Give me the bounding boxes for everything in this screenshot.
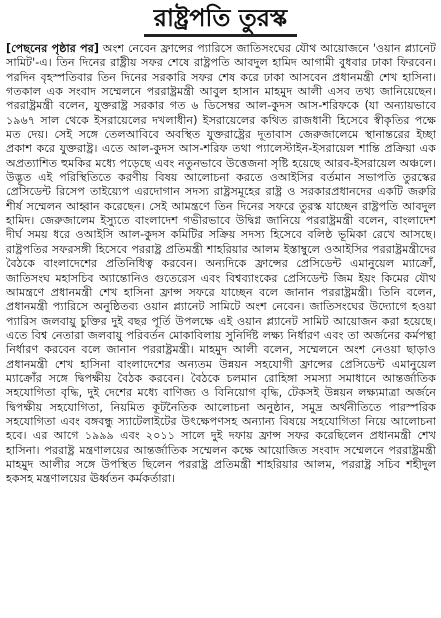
article-body-text: অংশ নেবেন ফ্রান্সের প্যারিসে জাতিসংঘের যৌথ আয়োজনে 'ওয়ান প্ল্যানেট সামিট'-এ। তিন দিনের রাষ্ট্রীয় সফর শেষে রাষ্ট্রপতি আবদুল হামিদ আগামী বুধবার ঢাকা ফিরবেন। পরদিন বৃহস্পতিবার তিন দিনের সরকারি সফর শেষ করে ঢাকা আসবেন প্রধানমন্ত্রী শেখ হাসিনা। গতকাল এক সংবাদ সম্মেলনে পররাষ্ট্রমন্ত্রী আবুল হাসান মাহমুদ আলী এসব তথ্য জানিয়েছেন। পররাষ্ট্রমন্ত্রী বলেন, যুক্তরাষ্ট্র সরকার গত ৬ ডিসেম্বর আল-কুদস আস-শরিফকে (যা অন্যায়ভাবে ১৯৬৭ সাল থেকে ইসরায়েলের দখলাধীন) ইসরায়েলের কথিত রাজধানী হিসেবে স্বীকৃতির পক্ষে মত দেয়। সেই সঙ্গে তেলআবিবে অবস্থিত যুক্তরাষ্ট্রের দূতাবাস জেরুজালেমে স্থানান্তরের ইচ্ছা প্রকাশ করে যুক্তরাষ্ট্র। এতে আল-কুদস আস-শরিফ তথা প্যালেস্টাইন-ইসরায়েল শান্তি প্রক্রিয়া এক অপ্রত্যাশিত হুমকির মধ্যে পড়েছে এবং নতুনভাবে উত্তেজনা সৃষ্টি হয়েছে আরব-ইসরায়েল অঞ্চলে। উদ্ভূত এই পরিস্থিতিতে করণীয় বিষয় আলোচনা করতে ওআইসির বর্তমান সভাপতি তুরস্কের প্রেসিডেন্ট রিসেপ তাইয়্যেপ এরদোগান সদস্য রাষ্ট্রসমূহের রাষ্ট্র ও সরকারপ্রধানদের একটি জরুরি শীর্ষ সম্মেলন আহ্বান করেছেন। সেই আমন্ত্রণে তিন দিনের সফরে তুরস্ক যাচ্ছেন রাষ্ট্রপতি আবদুল হামিদ। জেরুজালেম ইস্যুতে বাংলাদেশ গভীরভাবে উদ্বিগ্ন জানিয়ে পররাষ্ট্রমন্ত্রী বলেন, বাংলাদেশ দীর্ঘ সময় ধরে ওআইসি আল-কুদস কমিটির সক্রিয় সদস্য হিসেবে বলিষ্ঠ ভূমিকা রেখে আসছে। রাষ্ট্রপতির সফরসঙ্গী হিসেবে পররাষ্ট্র প্রতিমন্ত্রী শাহরিয়ার আলম ইস্তাম্বুলে ওআইসির পররাষ্ট্রমন্ত্রীদের বৈঠকে বাংলাদেশের প্রতিনিধিত্ব করবেন। অন্যদিকে ফ্রান্সের প্রেসিডেন্ট এমানুয়েল ম্যাক্রোঁ, জাতিসংঘ মহাসচিব অ্যান্তোনিও গুতেরেস এবং বিশ্বব্যাংকের প্রেসিডেন্ট জিম ইয়ং কিমের যৌথ আমন্ত্রণে প্রধানমন্ত্রী শেখ হাসিনা ফ্রান্স সফরে যাচ্ছেন বলে জানান পররাষ্ট্রমন্ত্রী। তিনি বলেন, প্রধানমন্ত্রী প্যারিসে অনুষ্ঠিতব্য ওয়ান প্ল্যানেট সামিটে অংশ নেবেন। জাতিসংঘের উদ্যোগে হওয়া প্যারিস জলবায়ু চুক্তির দুই বছর পূর্তি উপলক্ষে এই ওয়ান প্ল্যানেট সামিট আয়োজন করা হয়েছে। এতে বিশ্ব নেতারা জলবায়ু পরিবর্তন মোকাবিলায় সুনির্দিষ্ট লক্ষ্য নির্ধারণ এবং তা অর্জনের কর্মপন্থা নির্ধারণ করবেন বলে জানান পররাষ্ট্রমন্ত্রী। মাহমুদ আলী বলেন, সম্মেলনে অংশ নেওয়া ছাড়াও প্রধানমন্ত্রী শেখ হাসিনা বাংলাদেশের অন্যতম উন্নয়ন সহযোগী ফ্রান্সের প্রেসিডেন্ট এমানুয়েল ম্যাক্রোঁর সঙ্গে দ্বিপক্ষীয় বৈঠক করবেন। বৈঠকে চলমান রোহিঙ্গা সমস্যা সমাধানে আন্তর্জাতিক সহযোগিতা বৃদ্ধি, দুই দেশের মধ্যে বাণিজ্য ও বিনিয়োগ বৃদ্ধি, টেকসই উন্নয়ন লক্ষ্যমাত্রা অর্জনে দ্বিপক্ষীয় সহযোগিতা, নিয়মিত কূটনৈতিক আলোচনা অনুষ্ঠান, সমুদ্র অর্থনীতিতে পারস্পরিক সহযোগিতা এবং বঙ্গবন্ধু স্যাটেলাইটের উৎক্ষেপণসহ অন্যান্য বিষয়ে সহযোগিতা নিয়ে আলোচনা হবে। এর আগে ১৯৯৯ এবং ২০১১ সালে দুই দফায় ফ্রান্স সফর করেছিলেন প্রধানমন্ত্রী শেখ হাসিনা। পররাষ্ট্র মন্ত্রণালয়ের আন্তর্জাতিক সম্মেলন কক্ষে আয়োজিত সংবাদ সম্মেলনে পররাষ্ট্রমন্ত্রী মাহমুদ আলীর সঙ্গে উপস্থিত ছিলেন পররাষ্ট্র প্রতিমন্ত্রী শাহরিয়ার আলম, পররাষ্ট্র সচিব শহীদুল হকসহ মন্ত্রণালয়ের ঊর্ধ্বতন কর্মকর্তারা। — [6, 42, 436, 486]
article-headline: রাষ্ট্রপতি তুরস্ক — [144, 2, 297, 37]
continued-from-label: [পেছনের পৃষ্ঠার পর] — [6, 42, 100, 55]
headline-area — [0, 2, 441, 38]
article-body — [6, 42, 436, 614]
